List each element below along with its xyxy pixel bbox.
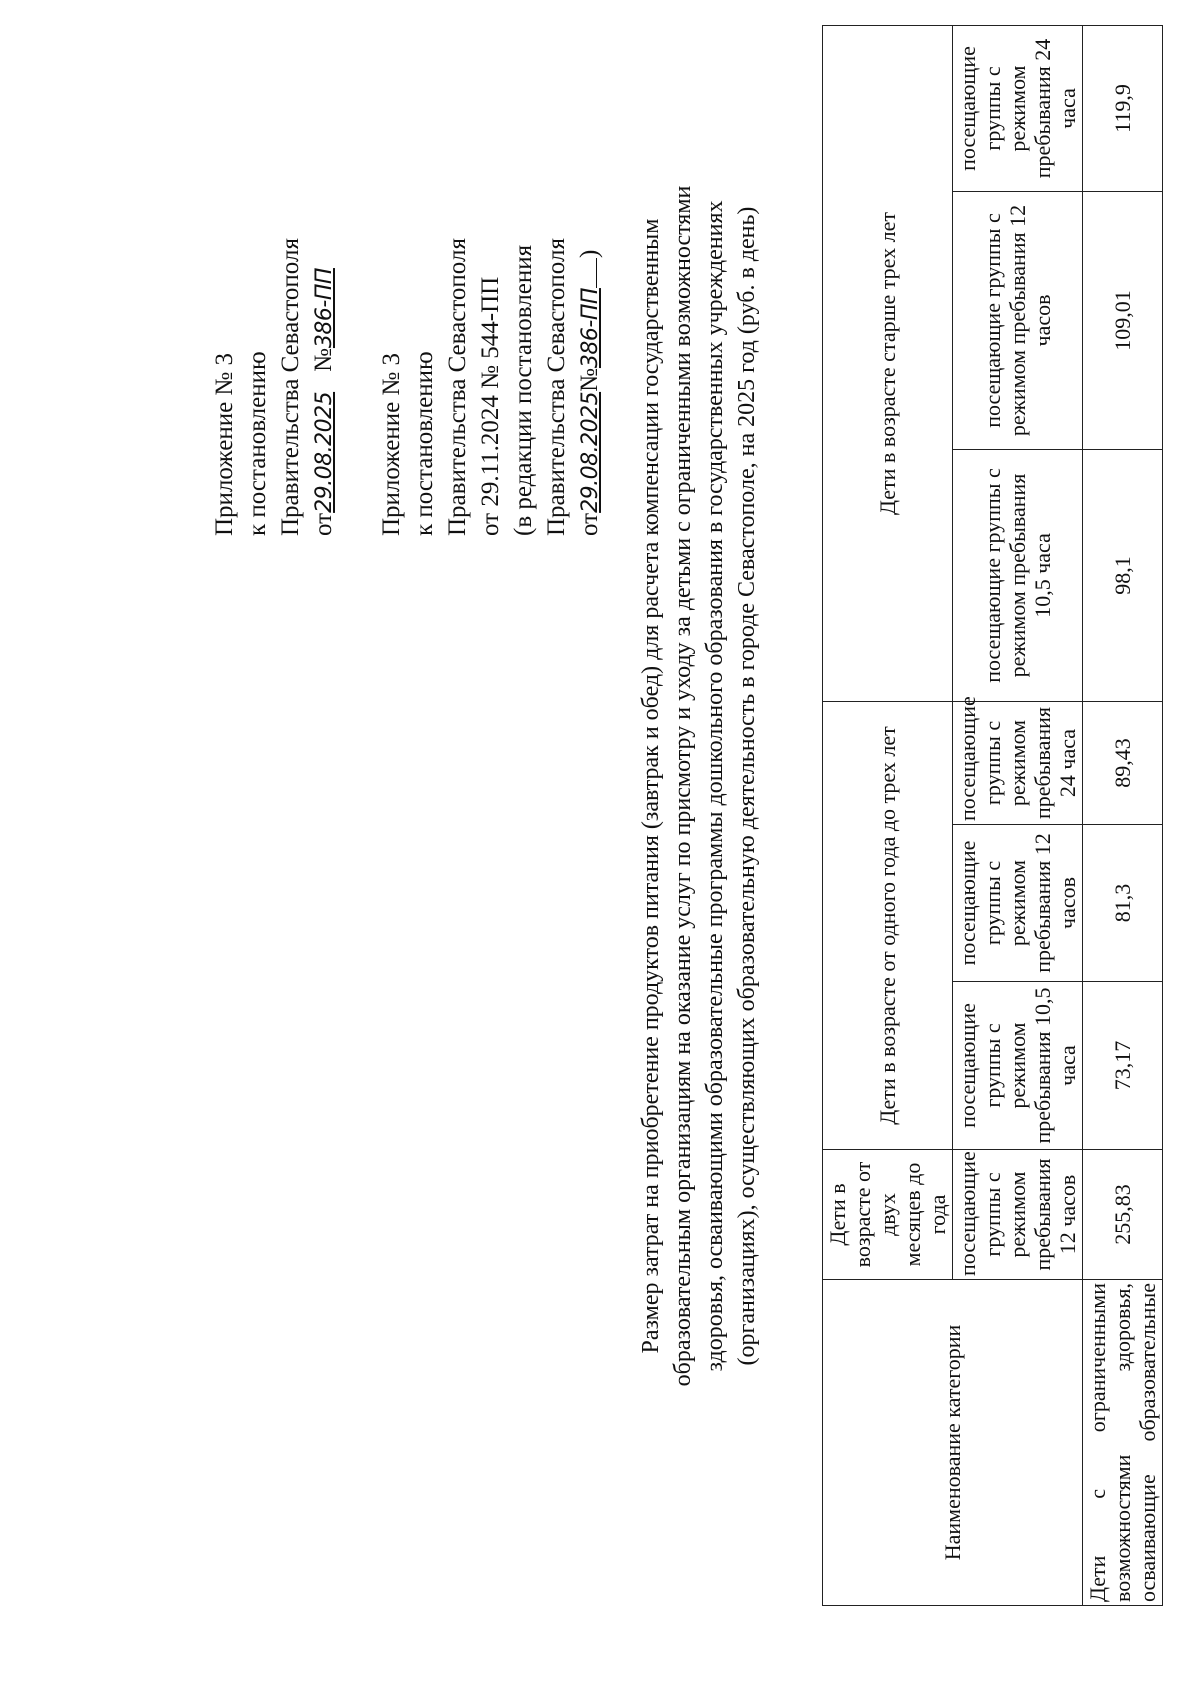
annex-current-line3: Правительства Севастополя bbox=[277, 238, 304, 536]
annex-original-line1: Приложение № 3 bbox=[378, 352, 405, 536]
annex-block-original bbox=[375, 56, 607, 536]
table-header-row bbox=[823, 25, 953, 1605]
value-cell: 81,3 bbox=[1083, 825, 1163, 982]
annex-current-date-line bbox=[307, 56, 341, 536]
value-cell: 73,17 bbox=[1083, 982, 1163, 1150]
document-title bbox=[635, 66, 763, 1506]
handwritten-date: 29.08.2025 bbox=[578, 391, 603, 513]
annex-current-line1: Приложение № 3 bbox=[211, 352, 238, 536]
cat-text: возможностями bbox=[1110, 1454, 1135, 1602]
cat-text: ограниченными bbox=[1085, 1283, 1110, 1433]
cost-table bbox=[822, 25, 1163, 1606]
value-cell: 119,9 bbox=[1083, 25, 1163, 191]
value-cell: 255,83 bbox=[1083, 1150, 1163, 1280]
annex-original-line3: Правительства Севастополя bbox=[444, 238, 471, 536]
title-line1: Размер затрат на приобретение продуктов питания (завтрак и обед) для расчета компенсации государственным bbox=[638, 218, 664, 1354]
title-line4: (организациях), осуществляющих образовательную деятельность в городе Севастополе, на 2025 год (руб. в день) bbox=[734, 206, 760, 1366]
annex-original-line2: к постановлению bbox=[411, 351, 438, 536]
number-prefix: № bbox=[310, 348, 337, 372]
subheader-cell: посещающие группы с режимом пребывания 12 часов bbox=[953, 1150, 1083, 1280]
cat-text: Дети bbox=[1085, 1555, 1110, 1602]
subheader-cell: посещающие группы с режимом пребывания 24 часа bbox=[953, 701, 1083, 824]
group-header-3plus: Дети в возрасте старше трех лет bbox=[823, 25, 953, 701]
annex-original-line6: Правительства Севастополя bbox=[543, 238, 570, 536]
cat-text: здоровья, bbox=[1110, 1283, 1135, 1372]
category-header: Наименование категории bbox=[823, 1280, 1083, 1606]
handwritten-date: 29.08.2025 bbox=[312, 391, 337, 513]
underline-blank bbox=[574, 258, 597, 288]
subheader-cell: посещающие группы с режимом пребывания 12 часов bbox=[953, 825, 1083, 982]
subheader-cell: посещающие группы с режимом пребывания 10,5 часа bbox=[953, 449, 1083, 701]
cat-text: образовательные bbox=[1135, 1283, 1160, 1442]
value-cell: 109,01 bbox=[1083, 191, 1163, 449]
value-cell: 98,1 bbox=[1083, 449, 1163, 701]
date-prefix: от bbox=[576, 512, 603, 536]
date-prefix: от bbox=[310, 512, 337, 536]
group-header-1-3: Дети в возрасте от одного года до трех лет bbox=[823, 701, 953, 1149]
annex-current-line2: к постановлению bbox=[244, 351, 271, 536]
annex-block-current bbox=[208, 56, 341, 536]
annex-original-line5: (в редакции постановления bbox=[510, 244, 537, 536]
closing-paren: ) bbox=[576, 249, 603, 259]
handwritten-number: 386-ПП bbox=[578, 288, 603, 369]
value-cell: 89,43 bbox=[1083, 701, 1163, 824]
annex-original-line4: от 29.11.2024 № 544-ПП bbox=[477, 276, 504, 536]
subheader-cell: посещающие группы с режимом пребывания 10,5 часа bbox=[953, 982, 1083, 1150]
cat-text: с bbox=[1085, 1489, 1110, 1499]
number-prefix: № bbox=[576, 368, 603, 392]
title-line2: образовательным организациям на оказание услуг по присмотру и уходу за детьми с ограниченными возможностями bbox=[670, 185, 696, 1387]
title-line3: здоровья, осваивающими образовательные программы дошкольного образования в государственных учреждениях bbox=[702, 200, 728, 1372]
group-header-infants: Дети в возрасте от двух месяцев до года bbox=[823, 1150, 953, 1280]
subheader-cell: посещающие группы с режимом пребывания 12 часов bbox=[953, 191, 1083, 449]
annex-original-date-line bbox=[573, 56, 607, 536]
table-row bbox=[1083, 25, 1163, 1605]
subheader-cell: посещающие группы с режимом пребывания 24 часа bbox=[953, 25, 1083, 191]
row-category bbox=[1083, 1280, 1163, 1606]
cat-text: осваивающие bbox=[1135, 1474, 1160, 1602]
handwritten-number: 386-ПП bbox=[312, 268, 337, 349]
